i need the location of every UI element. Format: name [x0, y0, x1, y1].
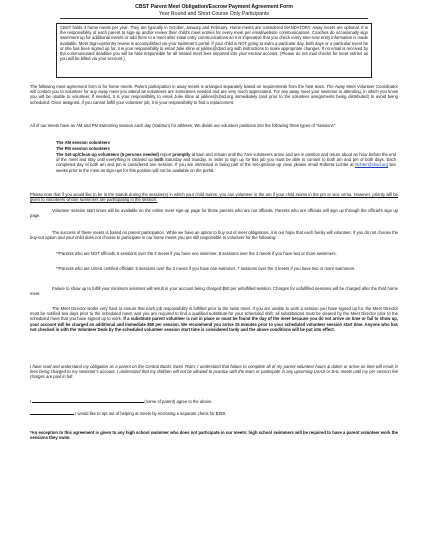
form-subtitle: Year Round and Short Course Only Participants: [159, 11, 269, 17]
opt-out-line: I would like to opt out of helping at meets by enclosing a separate check for $350.: [30, 410, 398, 416]
officials-requirement: **Parents who are USAS certified officials: 5 sessions over the 3 meets if you have one swimmer, 7 sessions over the 3 meets if you have two or more swimmers.: [56, 266, 356, 271]
meet-info-text: CBST holds 3 home meets per year. They are typically in October, January and February. Home meets are considered MANDATORY. Away meets are optional. It is the responsibility of each parent to sign-up and/or review their child's meet entries for every meet per email/website communications. Coaches do occasionally sign swimmers up for additional events or add them to a meet after initial entry communications so it is imperative that you check every time-new entry information is made available. Meet Sign-ups/entry review is accomplished via your swimmer's portal. If your child is NOT going to swim a particular day, both days or a particular event he or she has been signed up for, it is your responsibility to email Julie Kline at jukline@cbsd.org with instructions to make appropriate changes. If no email is received by the communicated deadline you will be held responsible for all related meet fees imported into your escrow account. (Please do not mail checks for meet entries as you will be billed via your account.): [60, 25, 368, 62]
stands-notice: Please note that if you would like to be in the stands during the session(s) in which your child swims, you can volunteer in the am if your child swims in the pm or vice versa. However, priority will be given to volunteers whose swimmers are participating in the session.: [30, 192, 398, 203]
setup-session-item: The Set-up/Clean-up volunteers (5 persons needed) report promptly at 5am and remain until the 7am volunteers arrive and are in position and return about an hour before the end of the meet and stay until everything is cleaned up both Saturday and Sunday. In order to sign up for this job you must be able to commit to both am and pm of both days. Each completed day of both am and pm is considered one session. If you are interested in being part of the set-up/clean-up crew, please email Roberta Lichter at rlichter@cbsd.org two weeks prior to the meet as sign-ups for this position will not be available on the portal.: [56, 152, 397, 173]
substitute-penalty-text: If a substitute parent volunteer is not in place or must be found the day of the meet because you do not arrive on time or fail to show up, your account will be charged an additional and immediate $50 per session. We recommend you arrive 15 minutes prior to your scheduled volunteer session start time. Anyone who has not checked in with the Volunteer Desk by the scheduled volunteer session start time is considered tardy and the above conditions will be put into effect.: [30, 316, 398, 332]
high-school-exception-note: *An exception to this agreement is given to any high school swimmer who does not participate in our meets: high school swimmers will be required to have a parent volunteer work the sessions they swim.: [30, 430, 398, 441]
am-session-item: The AM session volunteers: [56, 140, 111, 145]
failure-charge-paragraph: Failure to show up to fulfill your minimum sessions will result in your account being charged $50 per unfulfilled session. Charges for unfulfilled sessions will be charged after the third home meet.: [30, 286, 398, 297]
home-meets-paragraph: The following meet agreement form is for home meets. Parent participation in away meets is arranged separately based on requirements from the host team. The Away Meet Volunteer Coordinator will contact you to volunteer for any away meet you attend as volunteers are sometimes needed and are very much appreciated. For any away meet your swimmer is attending, in which you know you will be unable to volunteer, if needed, it is your responsibility to email Julie Kline at jukline@cbsd.org immediately (and prior to the volunteer assignments being distributed) to avoid being scheduled. Once assigned, if you cannot fulfill your volunteer job, it is your responsibility to find a replacement.: [30, 84, 398, 105]
non-officials-requirement: **Parents who are NOT officials: 6 sessions over the 3 meets if you have one swimmer, 8 sessions over the 3 meets if you have two or more swimmers.: [56, 251, 337, 256]
signature-line: I (name of parent) agree to the above.: [30, 399, 213, 404]
header-divider: [60, 18, 368, 19]
form-title: CBST Parent Meet Obligation/Escrow Payment Agreement Form: [135, 4, 293, 10]
pm-session-item: The PM session volunteers: [56, 146, 110, 151]
participation-paragraph: The success of these meets is based on parent participation. While we have an option to buy out of meet obligations, it is our hope that each family will volunteer. If you do not choose the buy-out option and your child does not choose to participate in our home meets you are still responsible to volunteer for the following:: [30, 230, 398, 241]
setup-heading: The Set-up/Clean-up volunteers (5 persons needed): [56, 152, 159, 157]
acknowledgement-paragraph: I have read and understand my obligation as a parent on the Central Bucks Swim Team; I understand that failure to complete all of my parent volunteer hours & duties or arrive on time will result in fees being charged to my swimmer's account. I understand that my children will not be allowed to practice with the team or participate in any upcoming USAS or SAL meets until my per session fee charges are paid in full.: [30, 364, 398, 380]
start-times-paragraph: Volunteer session start times will be available on the online meet sign-up page for those parents who are not officials. Parents who are officials will sign up through the official's sign up page.: [30, 208, 398, 219]
email-link-rlichter[interactable]: rlichter@cbsd.org: [355, 162, 388, 168]
opt-out-initials-field[interactable]: [30, 410, 74, 415]
parent-name-field[interactable]: [32, 398, 144, 403]
meet-director-paragraph: The Meet Director works very hard to ensure that each job responsibility is fulfilled prior to the swim meet. If you are unable to work a session you have signed up for, the Meet Director must be notified two days prior to the scheduled meet, and you are required to find a qualified substitute for your scheduled shift; all substitutions must be cleared by the Meet Director prior to the scheduled meet that you have signed up to work. If a substitute parent volunteer is not in place or must be found the day of the meet because you do not arrive on time or fail to show up, your account will be charged an additional and immediate $50 per session. We recommend you arrive 15 minutes prior to your scheduled volunteer session start time. Anyone who has not checked in with the Volunteer Desk by the scheduled volunteer session start time is considered tardy and the above conditions will be put into effect.: [30, 306, 398, 332]
sessions-intro-paragraph: All of our meets have an AM and PM swimming session each day (Sat/Sun) for athletes. We divide our volunteer positions into the following three types of "sessions":: [30, 123, 337, 128]
